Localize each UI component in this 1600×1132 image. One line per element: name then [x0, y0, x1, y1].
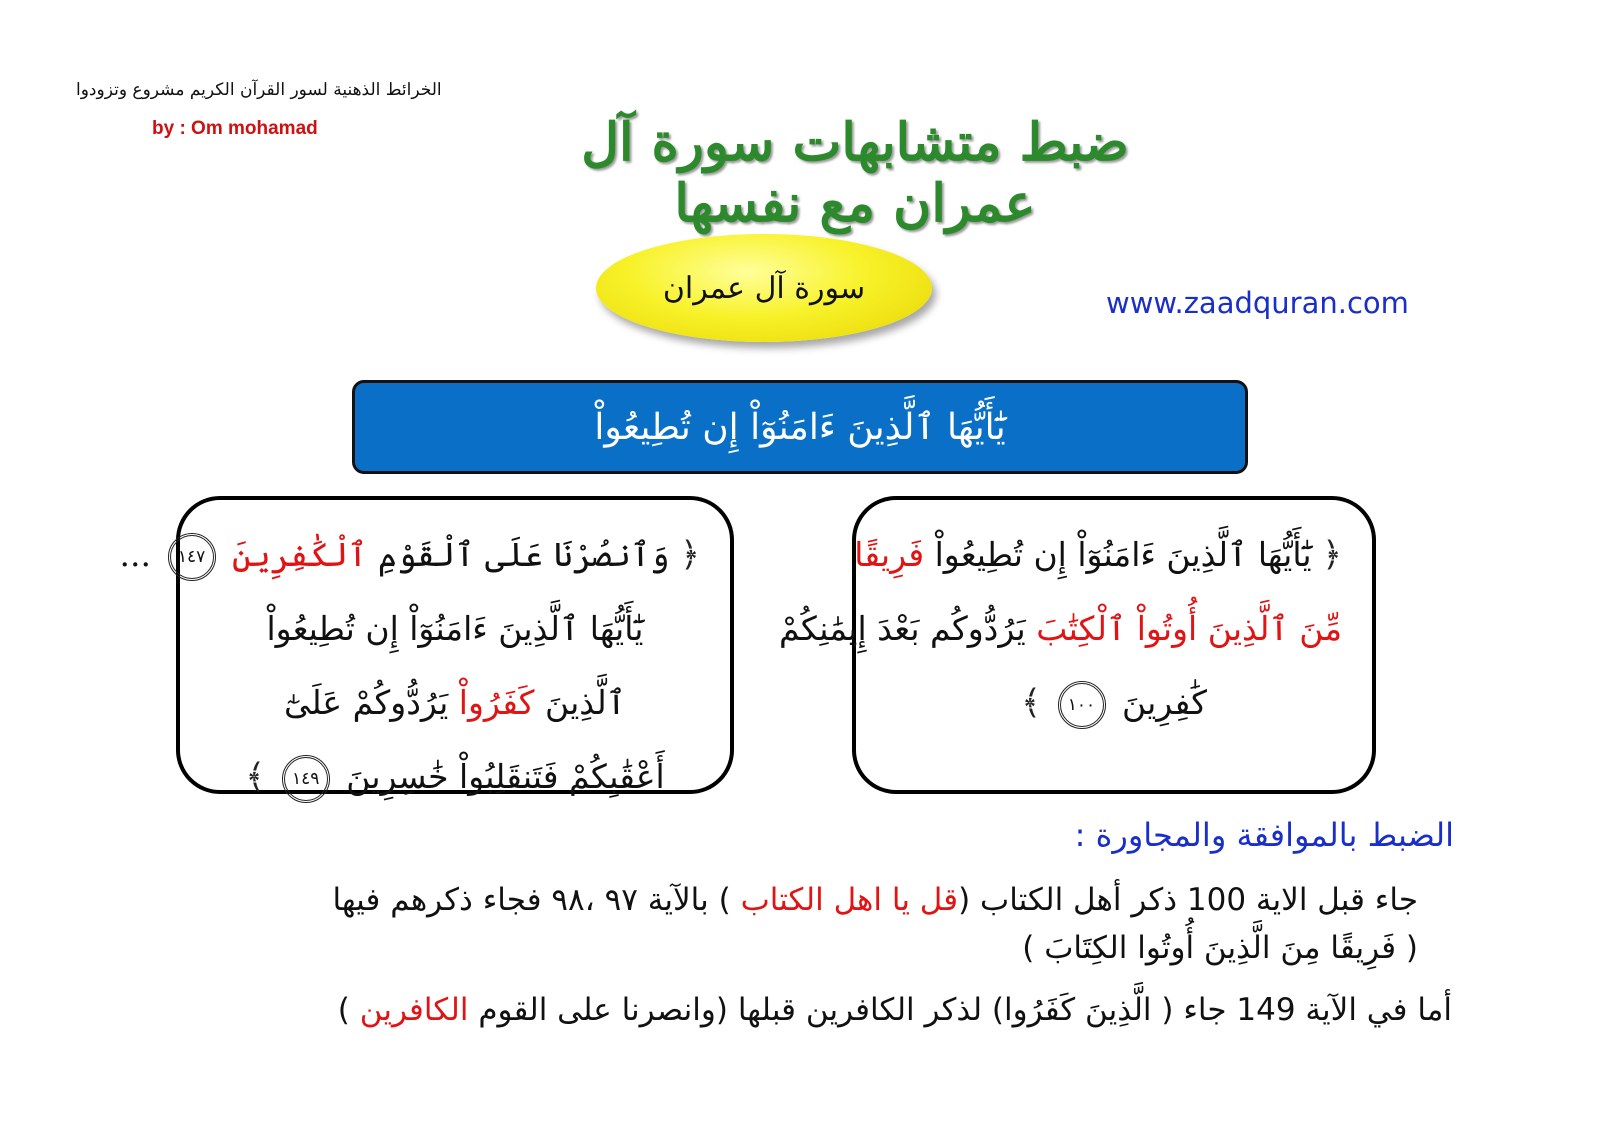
explanation-highlight: قل يا اهل الكتاب	[740, 882, 959, 918]
verse-card-147-149	[119, 496, 734, 797]
verse-text: أَعْقَٰبِكُمْ فَتَنقَلِبُواْ خَٰسِرِينَ	[346, 757, 665, 796]
explanation-text: جاء قبل الاية 100 ذكر أهل الكتاب (	[958, 882, 1418, 918]
author-credit: by : Om mohamad	[152, 118, 318, 139]
ayah-number-badge: ١٤٩	[282, 755, 330, 803]
verse-line	[210, 740, 700, 814]
explanation-paragraph-1	[180, 876, 1418, 972]
verse-text: يَرُدُّوكُم بَعْدَ إِيمَٰنِكُمْ	[779, 609, 1026, 648]
explanation-paragraph-2	[180, 986, 1452, 1034]
explanation-highlight: الكافرين	[359, 992, 469, 1028]
verse-highlight: مِّنَ ٱلَّذِينَ أُوتُواْ ٱلْكِتَٰبَ	[1036, 609, 1342, 648]
verse-line	[119, 518, 700, 592]
ornament-open-icon: ﴿	[680, 535, 700, 575]
explanation-text: ) بالآية ٩٧ ،٩٨ فجاء ذكرهم فيها	[332, 882, 741, 918]
method-heading: الضبط بالموافقة والمجاورة :	[1074, 816, 1454, 854]
project-line: الخرائط الذهنية لسور القرآن الكريم مشروع وتزودوا	[76, 80, 442, 100]
verse-line	[854, 518, 1342, 592]
verse-text: يَٰٓأَيُّهَا ٱلَّذِينَ ءَامَنُوٓاْ إِن تُطِيعُواْ	[934, 535, 1312, 574]
page-title: ضبط متشابهات سورة آل عمران مع نفسها	[581, 112, 1129, 234]
verse-text: يَٰٓأَيُّهَا ٱلَّذِينَ ءَامَنُوٓاْ إِن تُطِيعُواْ	[266, 609, 644, 648]
verse-line	[210, 592, 700, 666]
verse-text: يَرُدُّوكُمْ عَلَىٰٓ	[283, 683, 449, 722]
explanation-text: أما في الآية 149 جاء ( الَّذِينَ كَفَرُوا) لذكر الكافرين قبلها (وانصرنا على القوم	[468, 992, 1452, 1028]
theme-phrase-box	[352, 380, 1248, 474]
verse-text: ٱلَّذِينَ	[545, 683, 627, 722]
explanation-text: ( فَرِيقًا مِنَ الَّذِينَ أُوتُوا الكِتَابَ )	[1022, 930, 1418, 966]
verse-line	[779, 592, 1342, 666]
surah-oval	[596, 234, 932, 342]
explanation-text: )	[337, 992, 360, 1028]
website-link[interactable]: www.zaadquran.com	[1106, 286, 1409, 320]
verse-highlight: ٱلْكَٰفِرِينَ	[232, 535, 368, 574]
verse-line	[210, 666, 700, 740]
theme-phrase: يَٰٓأَيُّهَا ٱلَّذِينَ ءَامَنُوٓاْ إِن تُطِيعُواْ	[594, 406, 1006, 448]
ornament-close-icon: ﴾	[245, 757, 266, 797]
ayah-number-badge: ١٠٠	[1058, 681, 1106, 729]
verse-line	[886, 666, 1342, 740]
ayah-number-badge: ١٤٧	[168, 533, 216, 581]
surah-name: سورة آل عمران	[662, 270, 866, 306]
verse-card-100	[779, 496, 1376, 794]
verse-highlight: كَفَرُواْ	[458, 683, 535, 722]
verse-highlight: فَرِيقًا	[854, 535, 925, 574]
ornament-open-icon: ﴿	[1322, 535, 1342, 575]
verse-text: وَٱنصُرْنَا عَلَى ٱلْقَوْمِ	[377, 535, 670, 574]
ellipsis: ...	[119, 535, 152, 574]
verse-text: كَٰفِرِينَ	[1122, 683, 1207, 722]
ornament-close-icon: ﴾	[1021, 683, 1041, 723]
